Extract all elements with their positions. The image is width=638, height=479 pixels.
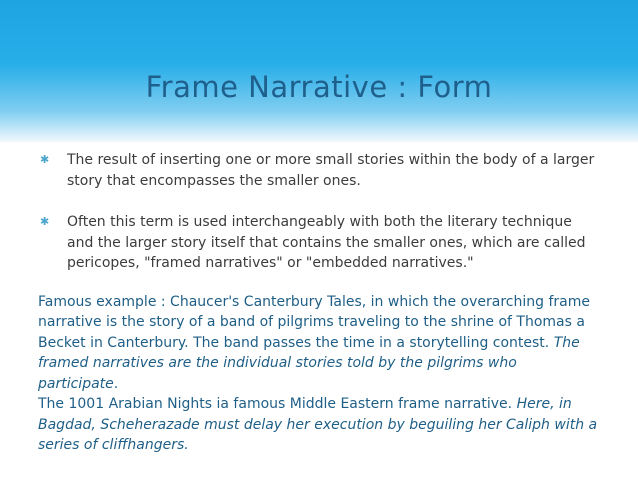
bullet-text: Often this term is used interchangeably with both the literary technique and the larger story itself that contains the smaller ones, which are called pericopes, "framed narratives" or "embedded narratives."	[67, 214, 586, 271]
bullet-item	[38, 212, 600, 274]
example-paragraph	[38, 292, 600, 395]
slide-title: Frame Narrative : Form	[145, 70, 493, 104]
asterisk-bullet-icon: ✱	[40, 215, 50, 228]
paragraph-end: .	[113, 375, 119, 392]
bullet-item	[38, 150, 600, 191]
bullet-text: The result of inserting one or more small stories within the body of a larger story that encompasses the smaller ones.	[67, 152, 595, 189]
example-paragraph	[38, 394, 600, 456]
paragraph-text: Famous example : Chaucer's Canterbury Tales, in which the overarching frame narrative is the story of a band of pilgrims traveling to the shrine of Thomas a Becket in Canterbury. The band passes the time in a storytelling contest.	[38, 293, 590, 351]
slide-content	[38, 150, 600, 456]
asterisk-bullet-icon: ✱	[40, 153, 50, 166]
paragraph-italic-text: The framed narratives are the individual stories told by the pilgrims who participate	[38, 334, 580, 392]
paragraph-italic-text: Here, in Bagdad, Scheherazade must delay her execution by beguiling her Caliph with a series of cliffhangers.	[38, 396, 598, 453]
paragraph-text: The 1001 Arabian Nights ia famous Middle Eastern frame narrative.	[38, 396, 517, 412]
